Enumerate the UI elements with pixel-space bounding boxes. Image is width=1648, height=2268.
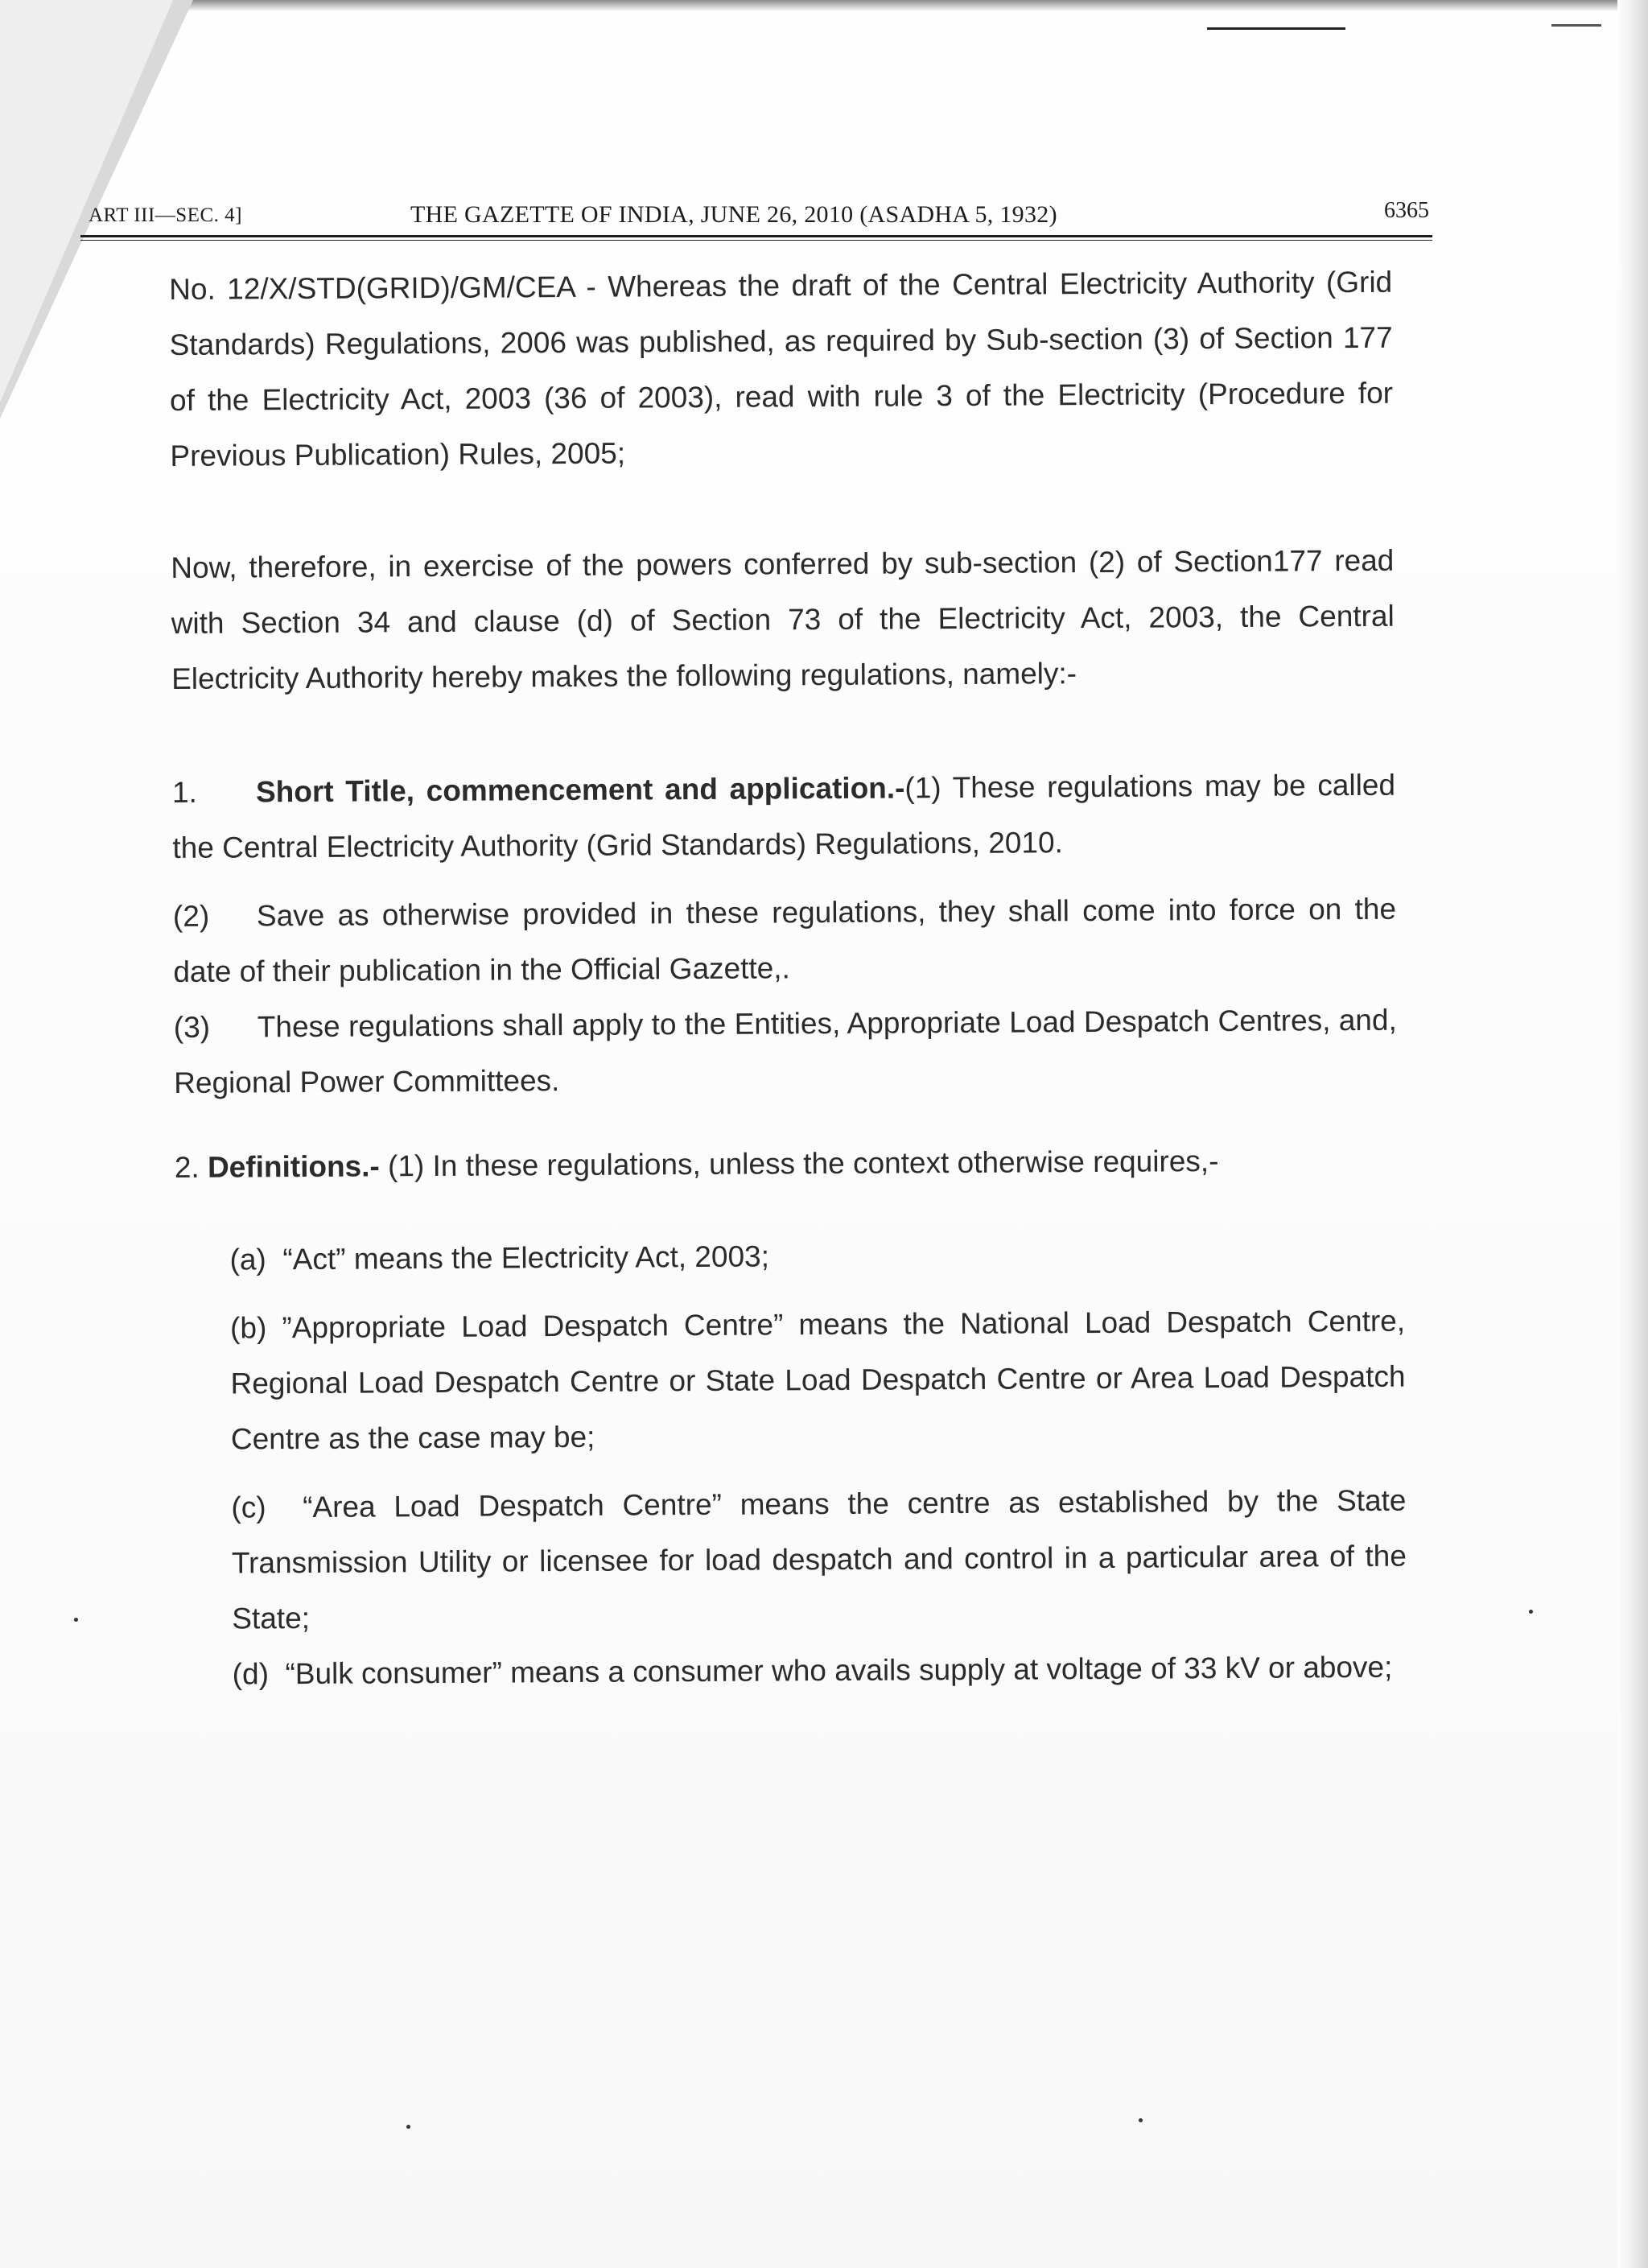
section-1-title: Short Title, commencement and application.-: [255, 771, 905, 809]
definition-c: [231, 1473, 1407, 1647]
section-1-clause-2: [173, 881, 1397, 1000]
clause-2-text: Save as otherwise provided in these regulations, they shall come into force on the date of their publication in the Official Gazette,.: [173, 892, 1397, 988]
section-1-number: 1.: [171, 775, 198, 809]
document-body: [169, 254, 1407, 1702]
gazette-header: [80, 195, 1432, 235]
section-1-clause-1: (1) These regulations may be called the Central Electricity Authority (Grid Standards) Regulations, 2010.: [172, 768, 1396, 864]
definition-c-label: (c): [231, 1491, 266, 1524]
page-right-edge: [1617, 0, 1648, 2268]
definition-b-text: ”Appropriate Load Despatch Centre” means the National Load Despatch Centre, Regional Load Despatch Centre or State Load Despatch Centre or Area Load Despatch Centre as the case may be;: [230, 1304, 1406, 1456]
definition-d-label: (d): [232, 1657, 270, 1691]
section-2: [175, 1132, 1398, 1195]
scan-speck: [406, 2125, 410, 2129]
section-2-intro: (1) In these regulations, unless the context otherwise requires,-: [387, 1144, 1219, 1183]
scan-speck: [1139, 2118, 1143, 2122]
definition-d-text: “Bulk consumer” means a consumer who avails supply at voltage of 33 kV or above;: [285, 1650, 1393, 1691]
clause-2-number: (2): [172, 899, 210, 933]
definition-c-text: “Area Load Despatch Centre” means the centre as established by the State Transmission Utility or licensee for load despatch and control in a particular area of the State;: [231, 1483, 1407, 1635]
part-section-label: ART III—SEC. 4]: [89, 204, 242, 226]
top-right-mark: [1551, 24, 1601, 27]
enacting-paragraph: Now, therefore, in exercise of the powers conferred by sub-section (2) of Section177 read with Section 34 and clause (d) of Section 73 of the Electricity Act, 2003, the Central Electricity Authority hereby makes the following regulations, namely:-: [171, 543, 1395, 695]
clause-3-text: These regulations shall apply to the Entities, Appropriate Load Despatch Centres, and, Regional Power Committees.: [174, 1003, 1397, 1099]
preamble-paragraph: No. 12/X/STD(GRID)/GM/CEA - Whereas the draft of the Central Electricity Authority (Grid Standards) Regulations, 2006 was published, as required by Sub-section (3) of Section 177 of the Electricity Act, 2003 (36 of 2003), read with rule 3 of the Electricity (Procedure for Previous Publication) Rules, 2005;: [169, 265, 1394, 472]
definitions-list: [229, 1225, 1407, 1702]
definition-b-label: (b): [229, 1311, 267, 1345]
clause-3-number: (3): [173, 1010, 211, 1044]
gazette-title: THE GAZETTE OF INDIA, JUNE 26, 2010 (ASADHA 5, 1932): [410, 201, 1057, 228]
scan-speck: [74, 1618, 78, 1622]
header-rule-thin: [80, 240, 1432, 241]
section-1: [172, 757, 1396, 876]
page-number: 6365: [1384, 198, 1429, 223]
section-2-number: 2.: [174, 1150, 200, 1184]
header-rule-thick: [80, 235, 1432, 237]
page-top-edge: [161, 0, 1648, 11]
section-1-clause-3: [174, 992, 1398, 1111]
definition-b: [230, 1293, 1406, 1467]
definition-a: [229, 1225, 1404, 1288]
scan-speck: [1529, 1610, 1533, 1614]
top-rule-line: [1207, 27, 1345, 30]
definition-a-label: (a): [229, 1243, 266, 1276]
definition-d: [233, 1639, 1407, 1702]
section-2-title: Definitions.-: [207, 1149, 380, 1184]
definition-a-text: “Act” means the Electricity Act, 2003;: [282, 1239, 770, 1276]
